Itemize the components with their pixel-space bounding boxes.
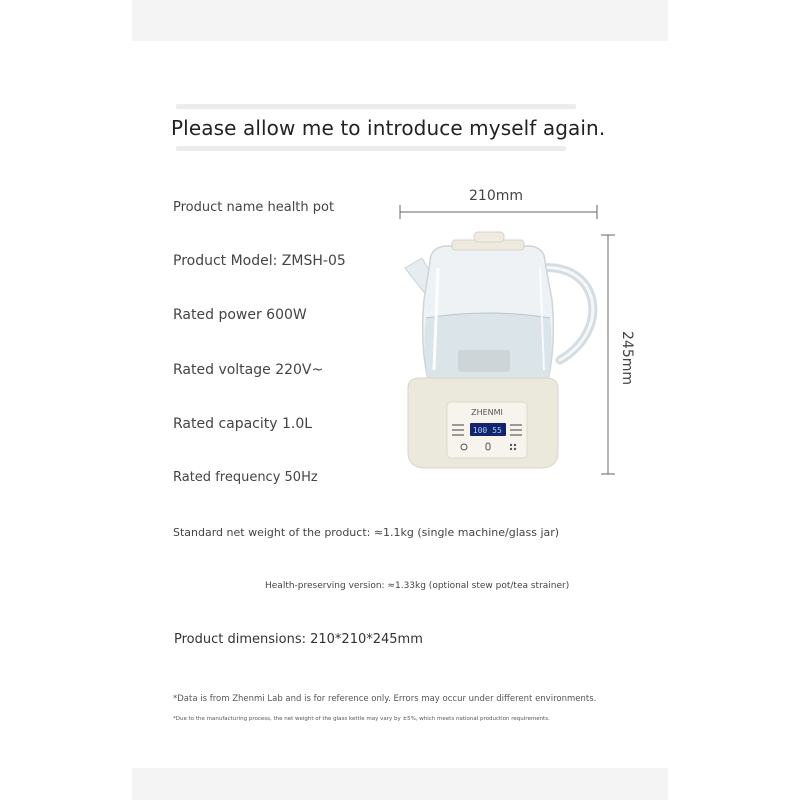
width-label: 210mm <box>469 188 523 204</box>
spec-rated-capacity: Rated capacity 1.0L <box>173 416 313 432</box>
spec-product-model: Product Model: ZMSH-05 <box>173 253 346 269</box>
display-left-value: 100 <box>472 426 488 435</box>
top-band <box>132 0 668 41</box>
spec-rated-frequency: Rated frequency 50Hz <box>173 470 318 485</box>
height-dimension-line <box>601 235 615 474</box>
spec-rated-voltage: Rated voltage 220V~ <box>173 362 324 378</box>
process-note: *Due to the manufacturing process, the net weight of the glass kettle may vary by ±5%, which meets national production requirements. <box>173 716 550 722</box>
spec-rated-power: Rated power 600W <box>173 307 307 323</box>
ghost-text-top <box>176 104 576 109</box>
display-right-value: 55 <box>492 426 502 435</box>
lab-note: *Data is from Zhenmi Lab and is for reference only. Errors may occur under different environments. <box>173 694 597 704</box>
brand-label: ZHENMI <box>471 408 503 417</box>
health-pot-image <box>360 200 630 485</box>
product-dimensions: Product dimensions: 210*210*245mm <box>174 632 423 647</box>
standard-weight: Standard net weight of the product: ≈1.1kg (single machine/glass jar) <box>173 526 560 539</box>
width-dimension-line <box>400 205 597 219</box>
ghost-text-bottom <box>176 146 566 151</box>
page-title: Please allow me to introduce myself again. <box>171 116 606 140</box>
spec-product-name: Product name health pot <box>173 200 335 215</box>
health-weight: Health-preserving version: ≈1.33kg (optional stew pot/tea strainer) <box>265 581 570 591</box>
height-label: 245mm <box>619 331 635 385</box>
bottom-band <box>132 768 668 800</box>
